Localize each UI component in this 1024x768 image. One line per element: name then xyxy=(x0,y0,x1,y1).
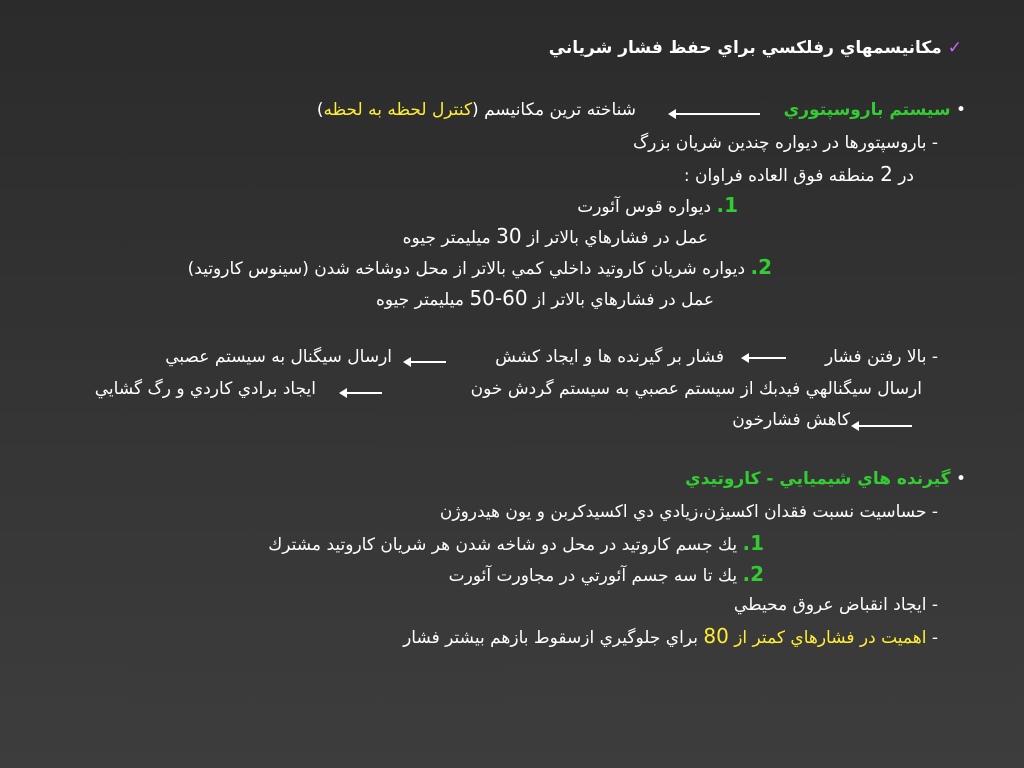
baro-item-2 xyxy=(188,255,772,281)
baro-line-2b: منطقه فوق العاده فراوان : xyxy=(683,166,875,186)
arrow-left-icon xyxy=(748,357,786,359)
baro-heading: سيستم باروسپتوري xyxy=(783,100,951,120)
baro-line-2-num: 2 xyxy=(880,162,893,186)
chemo-item-2-num: 2. xyxy=(742,562,764,586)
baro-item-1-sub xyxy=(403,224,708,250)
chemo-item-2-text: يك تا سه جسم آئورتي در مجاورت آئورت xyxy=(448,566,738,586)
baro-note xyxy=(317,98,636,122)
chemo-line-3 xyxy=(403,624,938,650)
chemo-item-1 xyxy=(268,531,764,557)
baro-note-highlight: كنترل لحظه به لحظه xyxy=(323,100,473,120)
baro-item-1-sub-b: ميليمتر جيوه xyxy=(402,228,491,248)
baro-item-2-sub-a: عمل در فشارهاي بالاتر از xyxy=(532,290,714,310)
chemo-line-3-dash: - xyxy=(931,628,938,648)
chemo-item-2 xyxy=(449,562,764,588)
chemo-line-3-highlight: اهميت در فشارهاي كمتر از xyxy=(734,628,927,648)
chemo-line-1: - حساسيت نسبت فقدان اكسيژن،زيادي دي اكسيدكربن و يون هيدروژن xyxy=(439,502,938,522)
baro-note-suffix: ) xyxy=(316,100,324,120)
mech-step-3: ارسال سيگنال به سيستم عصبي xyxy=(165,347,392,367)
baro-item-1-sub-num: 30 xyxy=(496,224,522,248)
baro-item-1-num: 1. xyxy=(716,193,738,217)
chemo-line-3-rest: براي جلوگيري ازسقوط بازهم بيشتر فشار xyxy=(403,628,698,648)
mech-step-1: - بالا رفتن فشار xyxy=(824,347,938,367)
baro-line-2a: در xyxy=(898,166,914,186)
baro-line-1: - باروسپتورها در ديواره چندين شريان بزرگ xyxy=(632,133,938,153)
arrow-left-icon xyxy=(346,392,382,394)
chemo-line-2: - ايجاد انقباض عروق محيطي xyxy=(733,595,938,615)
baro-item-1-text: ديواره قوس آئورت xyxy=(577,197,712,217)
baro-item-1 xyxy=(577,193,738,219)
arrow-left-icon xyxy=(858,425,912,427)
checkmark-icon: ✓ xyxy=(947,38,962,58)
mech-step-6: كاهش فشارخون xyxy=(732,410,850,430)
mech-step-2: فشار بر گيرنده ها و ايجاد كشش xyxy=(495,347,724,367)
chemo-line-3-num: 80 xyxy=(703,624,729,648)
title-text: مكانيسمهاي رفلكسي براي حفظ فشار شرياني xyxy=(548,38,942,58)
baro-item-2-sub-num: 60-50 xyxy=(469,286,528,310)
chemo-heading: گيرنده هاي شيميايي - كاروتيدي xyxy=(685,469,951,489)
chemo-heading-line xyxy=(685,467,966,491)
baro-item-1-sub-a: عمل در فشارهاي بالاتر از xyxy=(526,228,708,248)
baro-item-2-num: 2. xyxy=(750,255,772,279)
bullet-icon: • xyxy=(955,469,966,489)
slide-title xyxy=(549,36,962,60)
baro-item-2-sub xyxy=(376,286,714,312)
bullet-icon: • xyxy=(955,100,966,120)
chemo-item-1-num: 1. xyxy=(742,531,764,555)
baro-line-2 xyxy=(684,162,914,188)
baro-item-2-sub-b: ميليمتر جيوه xyxy=(375,290,465,310)
mech-step-5: ايجاد برادي كاردي و رگ گشايي xyxy=(94,379,316,399)
baro-heading-line xyxy=(784,98,966,122)
chemo-item-1-text: يك جسم كاروتيد در محل دو شاخه شدن هر شريان كاروتيد مشترك xyxy=(268,535,738,555)
baro-item-2-text: ديواره شريان كاروتيد داخلي كمي بالاتر از محل دوشاخه شدن (سينوس كاروتيد) xyxy=(187,259,746,279)
mech-step-4: ارسال سيگنالهي فيدبك از سيستم عصبي به سيستم گردش خون xyxy=(470,379,922,399)
arrow-left-icon xyxy=(675,113,760,115)
arrow-left-icon xyxy=(410,361,446,363)
baro-note-prefix: شناخته ترين مكانيسم ( xyxy=(472,100,636,120)
